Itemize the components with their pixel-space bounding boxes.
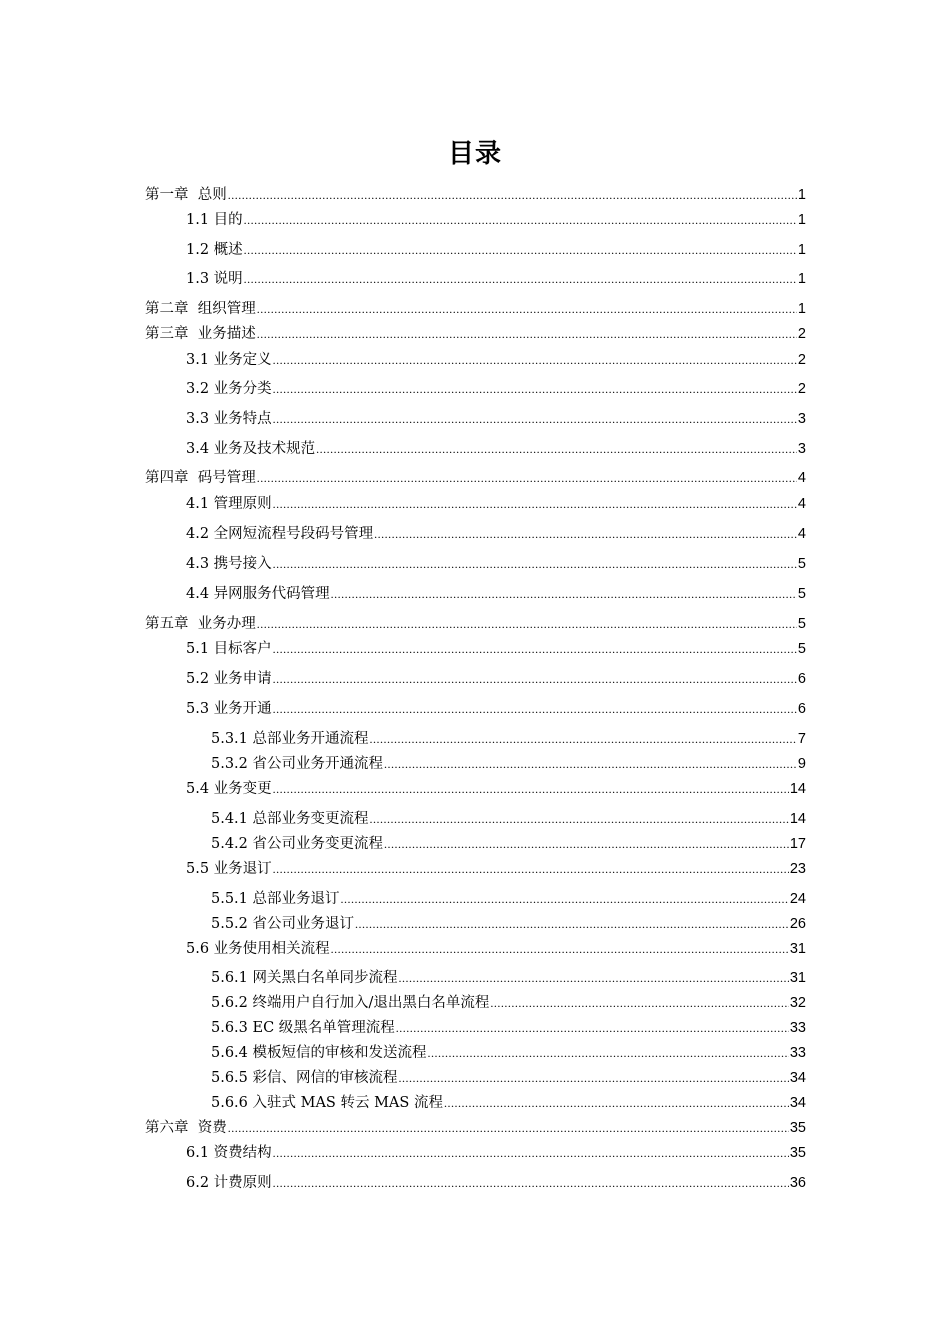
- toc-entry[interactable]: [211, 753, 806, 775]
- toc-dot-leader: [244, 268, 797, 290]
- toc-page-number: 4: [797, 470, 806, 486]
- toc-entry-label: 5.3.1 总部业务开通流程: [211, 731, 369, 747]
- toc-entry-label: 5.4.1 总部业务变更流程: [211, 811, 369, 827]
- toc-dot-leader: [273, 553, 797, 575]
- toc-entry-label: 5.6.1 网关黑白名单同步流程: [211, 970, 398, 986]
- toc-entry[interactable]: [186, 668, 806, 690]
- toc-dot-leader: [331, 938, 789, 960]
- toc-entry[interactable]: [186, 408, 806, 430]
- toc-entry[interactable]: [145, 613, 806, 635]
- toc-page-number: 3: [797, 411, 806, 427]
- toc-entry[interactable]: [186, 349, 806, 371]
- toc-entry-label: 5.3.2 省公司业务开通流程: [211, 756, 384, 772]
- toc-dot-leader: [370, 728, 797, 750]
- toc-dot-leader: [273, 638, 797, 660]
- toc-entry-label: 6.2 计费原则: [186, 1175, 272, 1191]
- toc-page-number: 6: [797, 701, 806, 717]
- toc-entry[interactable]: [145, 1117, 806, 1139]
- toc-page-number: 5: [797, 641, 806, 657]
- toc-page-number: 1: [797, 271, 806, 287]
- toc-dot-leader: [244, 209, 797, 231]
- toc-page-number: 1: [797, 242, 806, 258]
- toc-page-number: 4: [797, 496, 806, 512]
- toc-dot-leader: [273, 668, 797, 690]
- toc-entry[interactable]: [211, 1042, 806, 1064]
- toc-dot-leader: [444, 1092, 789, 1114]
- toc-dot-leader: [399, 1067, 789, 1089]
- toc-page-number: 23: [789, 861, 806, 877]
- toc-page-number: 34: [789, 1095, 806, 1111]
- toc-entry[interactable]: [186, 523, 806, 545]
- toc-entry-label: 5.6.2 终端用户自行加入/退出黑白名单流程: [211, 995, 490, 1011]
- toc-page-number: 31: [789, 941, 806, 957]
- toc-dot-leader: [490, 992, 788, 1014]
- toc-entry-label: 5.4.2 省公司业务变更流程: [211, 836, 384, 852]
- toc-dot-leader: [273, 408, 797, 430]
- toc-entry-label: 3.2 业务分类: [186, 381, 272, 397]
- toc-entry-label: 4.2 全网短流程号段码号管理: [186, 526, 374, 542]
- toc-entry-label: 1.2 概述: [186, 242, 243, 258]
- toc-entry[interactable]: [186, 378, 806, 400]
- toc-dot-leader: [257, 467, 797, 489]
- toc-dot-leader: [355, 913, 789, 935]
- toc-entry[interactable]: [186, 438, 806, 460]
- toc-entry[interactable]: [186, 698, 806, 720]
- toc-dot-leader: [331, 583, 797, 605]
- toc-entry-label: 5.5.1 总部业务退订: [211, 891, 340, 907]
- toc-entry[interactable]: [145, 323, 806, 345]
- toc-dot-leader: [273, 858, 789, 880]
- toc-entry-label: 第二章 组织管理: [145, 301, 256, 317]
- toc-dot-leader: [273, 349, 797, 371]
- toc-entry[interactable]: [211, 808, 806, 830]
- toc-dot-leader: [384, 833, 789, 855]
- toc-page-number: 1: [797, 212, 806, 228]
- toc-title: 目录: [447, 139, 502, 169]
- toc-page-number: 24: [789, 891, 806, 907]
- toc-dot-leader: [257, 323, 797, 345]
- toc-entry[interactable]: [186, 858, 806, 880]
- toc-dot-leader: [396, 1017, 789, 1039]
- toc-page-number: 3: [797, 441, 806, 457]
- toc-entry-label: 5.3 业务开通: [186, 701, 272, 717]
- toc-entry-label: 5.5 业务退订: [186, 861, 272, 877]
- toc-page-number: 14: [789, 811, 806, 827]
- toc-dot-leader: [273, 378, 797, 400]
- toc-dot-leader: [273, 493, 797, 515]
- toc-entry-label: 1.3 说明: [186, 271, 243, 287]
- toc-dot-leader: [273, 1142, 789, 1164]
- toc-entry[interactable]: [211, 728, 806, 750]
- toc-entry-label: 第六章 资费: [145, 1120, 227, 1136]
- toc-dot-leader: [273, 698, 797, 720]
- toc-entry[interactable]: [186, 778, 806, 800]
- toc-dot-leader: [341, 888, 789, 910]
- toc-entry-label: 第四章 码号管理: [145, 470, 256, 486]
- toc-page-number: 35: [789, 1120, 806, 1136]
- toc-entry-label: 3.3 业务特点: [186, 411, 272, 427]
- toc-entry-label: 5.6.3 EC 级黑名单管理流程: [211, 1020, 395, 1036]
- toc-entry-label: 第三章 业务描述: [145, 326, 256, 342]
- toc-dot-leader: [257, 613, 797, 635]
- toc-dot-leader: [384, 753, 797, 775]
- toc-entry-label: 4.4 异网服务代码管理: [186, 586, 330, 602]
- toc-dot-leader: [273, 778, 789, 800]
- toc-entry-label: 5.6.5 彩信、网信的审核流程: [211, 1070, 398, 1086]
- toc-entry-label: 3.1 业务定义: [186, 352, 272, 368]
- toc-entry-label: 4.3 携号接入: [186, 556, 272, 572]
- toc-entry[interactable]: [186, 493, 806, 515]
- toc-entry-label: 5.6 业务使用相关流程: [186, 941, 330, 957]
- toc-entry-label: 5.6.4 模板短信的审核和发送流程: [211, 1045, 427, 1061]
- toc-entry[interactable]: [186, 938, 806, 960]
- toc-entry-label: 3.4 业务及技术规范: [186, 441, 316, 457]
- toc-entry[interactable]: [211, 967, 806, 989]
- toc-entry[interactable]: [145, 298, 806, 320]
- toc-page-number: 7: [797, 731, 806, 747]
- toc-dot-leader: [399, 967, 789, 989]
- toc-entry[interactable]: [186, 209, 806, 231]
- toc-dot-leader: [244, 239, 797, 261]
- toc-dot-leader: [370, 808, 789, 830]
- toc-dot-leader: [374, 523, 797, 545]
- toc-entry[interactable]: [186, 583, 806, 605]
- toc-page-number: 2: [797, 326, 806, 342]
- toc-entry[interactable]: [186, 268, 806, 290]
- toc-dot-leader: [316, 438, 797, 460]
- toc-entry[interactable]: [186, 239, 806, 261]
- toc-page-number: 32: [789, 995, 806, 1011]
- toc-entry[interactable]: [211, 992, 806, 1014]
- toc-page-number: 14: [789, 781, 806, 797]
- toc-entry-label: 第一章 总则: [145, 187, 227, 203]
- toc-page-number: 36: [789, 1175, 806, 1191]
- toc-page-number: 35: [789, 1145, 806, 1161]
- toc-entry-label: 1.1 目的: [186, 212, 243, 228]
- toc-entry[interactable]: [211, 1067, 806, 1089]
- toc-entry[interactable]: [186, 553, 806, 575]
- toc-page-number: 2: [797, 381, 806, 397]
- toc-page-number: 9: [797, 756, 806, 772]
- toc-entry[interactable]: [211, 1092, 806, 1114]
- toc-entry-label: 4.1 管理原则: [186, 496, 272, 512]
- toc-entry[interactable]: [211, 913, 806, 935]
- toc-page-number: 34: [789, 1070, 806, 1086]
- toc-entry[interactable]: [145, 467, 806, 489]
- toc-page-number: 5: [797, 616, 806, 632]
- toc-entry[interactable]: [186, 1172, 806, 1194]
- toc-page-number: 6: [797, 671, 806, 687]
- toc-dot-leader: [273, 1172, 789, 1194]
- toc-page-number: 33: [789, 1045, 806, 1061]
- toc-page-number: 31: [789, 970, 806, 986]
- toc-entry-label: 5.4 业务变更: [186, 781, 272, 797]
- toc-dot-leader: [428, 1042, 789, 1064]
- toc-page-number: 4: [797, 526, 806, 542]
- toc-entry[interactable]: [211, 833, 806, 855]
- toc-page-number: 2: [797, 352, 806, 368]
- toc-entry-label: 5.5.2 省公司业务退订: [211, 916, 355, 932]
- toc-dot-leader: [257, 298, 797, 320]
- toc-entry-label: 6.1 资费结构: [186, 1145, 272, 1161]
- toc-entry[interactable]: [186, 638, 806, 660]
- toc-entry-label: 5.6.6 入驻式 MAS 转云 MAS 流程: [211, 1095, 443, 1111]
- toc-entry[interactable]: [211, 1017, 806, 1039]
- toc-entry[interactable]: [145, 184, 806, 206]
- toc-page-number: 1: [797, 301, 806, 317]
- toc-entry[interactable]: [211, 888, 806, 910]
- toc-page-number: 5: [797, 586, 806, 602]
- toc-entry[interactable]: [186, 1142, 806, 1164]
- toc-dot-leader: [228, 1117, 789, 1139]
- toc-page-number: 33: [789, 1020, 806, 1036]
- toc-dot-leader: [228, 184, 797, 206]
- toc-page-number: 26: [789, 916, 806, 932]
- toc-page-number: 5: [797, 556, 806, 572]
- toc-entry-label: 5.2 业务申请: [186, 671, 272, 687]
- toc-page-number: 1: [797, 187, 806, 203]
- toc-entry-label: 5.1 目标客户: [186, 641, 272, 657]
- toc-page-number: 17: [789, 836, 806, 852]
- toc-entry-label: 第五章 业务办理: [145, 616, 256, 632]
